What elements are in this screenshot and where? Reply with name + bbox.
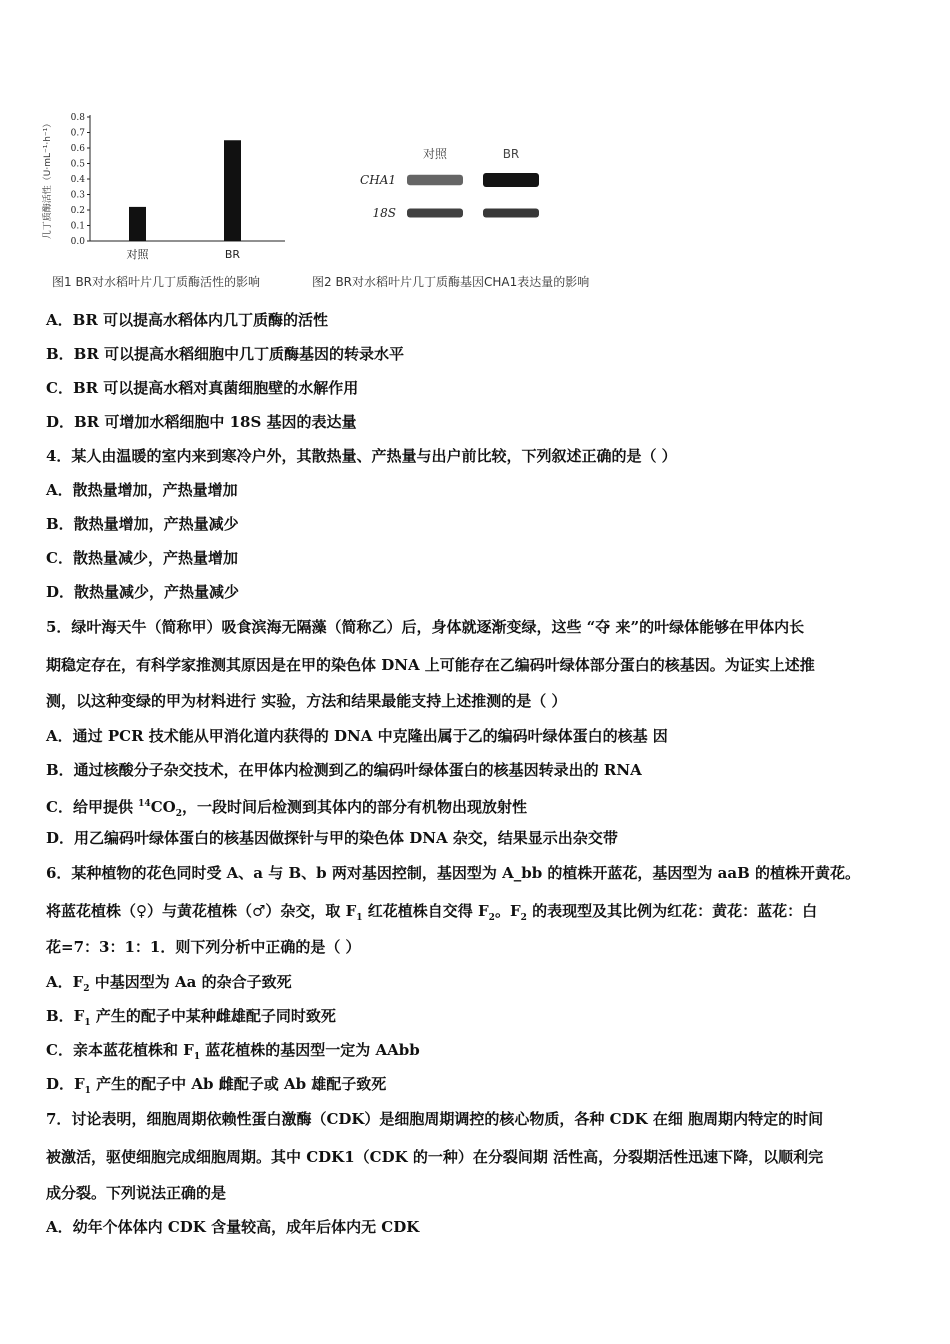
figure1-caption: 图1 BR对水稻叶片几丁质酶活性的影响 — [52, 275, 261, 289]
text-line: C．BR 可以提高水稻对真菌细胞壁的水解作用 — [46, 379, 359, 397]
text-line: D．用乙编码叶绿体蛋白的核基因做探针与甲的染色体 DNA 杂交，结果显示出杂交带 — [46, 829, 618, 847]
text-line: D．散热量减少，产热量减少 — [46, 583, 240, 601]
text-line: 7．讨论表明，细胞周期依赖性蛋白激酶（CDK）是细胞周期调控的核心物质，各种 CDK 在细 胞周期内特定的时间 — [46, 1110, 824, 1128]
text-segment: A．F — [46, 973, 84, 991]
x-tick-label: BR — [224, 248, 241, 261]
text-line: 测，以这种变绿的甲为材料进行 实验，方法和结果最能支持上述推测的是（ ） — [46, 692, 567, 710]
y-tick-label: 0.2 — [70, 206, 85, 216]
text-line: A．散热量增加，产热量增加 — [46, 481, 238, 499]
bar-br — [224, 140, 241, 241]
text-segment: CO — [150, 798, 176, 816]
text-segment: D．F — [46, 1075, 85, 1093]
text-line: B．通过核酸分子杂交技术，在甲体内检测到乙的编码叶绿体蛋白的核基因转录出的 RNA — [46, 761, 642, 779]
text-line — [46, 973, 292, 998]
script-number: 1 — [84, 1086, 91, 1096]
script-number: 1 — [356, 913, 363, 923]
y-tick-label: 0.3 — [70, 190, 85, 201]
text-line: B．散热量增加，产热量减少 — [46, 515, 239, 533]
y-tick-label: 0.7 — [70, 128, 85, 139]
figure2-caption: 图2 BR对水稻叶片几丁质酶基因CHA1表达量的影响 — [312, 275, 590, 289]
text-line: 被激活，驱使细胞完成细胞周期。其中 CDK1（CDK 的一种）在分裂间期 活性高，分裂期活性迅速下降，以顺利完 — [46, 1148, 824, 1166]
text-segment: 蓝花植株的基因型一定为 AAbb — [200, 1041, 420, 1059]
text-line — [46, 1007, 336, 1032]
blot-row-label: 18S — [372, 206, 396, 220]
y-tick-label: 0.5 — [70, 159, 85, 170]
blot-band-18s-control — [407, 209, 463, 218]
y-tick-label: 0.4 — [70, 175, 85, 185]
text-line: 6．某种植物的花色同时受 A、a 与 B、b 两对基因控制，基因型为 A_bb 的植株开蓝花，基因型为 aaB 的植株开黄花。 — [46, 864, 860, 882]
text-line — [46, 795, 527, 823]
script-number: 2 — [83, 984, 90, 994]
script-number: 14 — [138, 799, 151, 809]
script-number: 2 — [488, 913, 495, 923]
text-line: C．散热量减少，产热量增加 — [46, 549, 238, 567]
script-number: 1 — [193, 1052, 201, 1062]
text-segment: C．亲本蓝花植株和 F — [46, 1041, 194, 1059]
text-line — [46, 902, 817, 927]
text-line: 5．绿叶海天牛（简称甲）吸食滨海无隔藻（简称乙）后，身体就逐渐变绿，这些 “夺 来”的叶绿体能够在甲体内长 — [46, 618, 805, 636]
text-segment: 将蓝花植株（♀）与黄花植株（♂）杂交，取 F — [46, 902, 357, 920]
text-line: A．通过 PCR 技术能从甲消化道内获得的 DNA 中克隆出属于乙的编码叶绿体蛋白的核基 因 — [46, 727, 668, 745]
blot-band-cha1-br — [483, 173, 539, 187]
blot-row-label: CHA1 — [360, 173, 396, 187]
script-number: 2 — [175, 809, 182, 819]
script-number: 2 — [520, 913, 527, 923]
text-segment: 产生的配子中某种雌雄配子同时致死 — [90, 1007, 336, 1025]
text-segment: 产生的配子中 Ab 雌配子或 Ab 雄配子致死 — [90, 1075, 387, 1093]
text-line: 4．某人由温暖的室内来到寒冷户外，其散热量、产热量与出户前比较，下列叙述正确的是（ ） — [46, 447, 677, 465]
western-blot — [358, 145, 618, 285]
text-segment: 的表现型及其比例为红花：黄花：蓝花：白 — [526, 902, 818, 920]
text-segment: 。F — [494, 902, 521, 920]
text-segment: 红花植株自交得 F — [362, 902, 489, 920]
script-number: 1 — [84, 1018, 91, 1028]
text-line — [46, 1075, 386, 1100]
text-segment: 中基因型为 Aa 的杂合子致死 — [89, 973, 292, 991]
y-tick-label: 0.1 — [70, 221, 85, 232]
y-axis-label: 几丁质酶活性（U·mL⁻¹·h⁻¹） — [43, 118, 53, 240]
text-line: 成分裂。下列说法正确的是 — [46, 1184, 227, 1202]
bar-chart — [40, 95, 300, 275]
text-segment: B．F — [46, 1007, 85, 1025]
blot-column-label: BR — [502, 147, 520, 161]
y-tick-label: 0.8 — [70, 113, 85, 123]
blot-band-18s-br — [483, 209, 539, 218]
text-segment: ，一段时间后检测到其体内的部分有机物出现放射性 — [181, 798, 527, 816]
text-line: B．BR 可以提高水稻细胞中几丁质酶基因的转录水平 — [46, 345, 405, 363]
bar-control — [129, 207, 146, 241]
x-tick-label: 对照 — [126, 248, 149, 261]
text-line: 期稳定存在，有科学家推测其原因是在甲的染色体 DNA 上可能存在乙编码叶绿体部分蛋白的核基因。为证实上述推 — [46, 656, 815, 674]
text-line: A．幼年个体体内 CDK 含量较高，成年后体内无 CDK — [46, 1218, 420, 1236]
text-line: D．BR 可增加水稻细胞中 18S 基因的表达量 — [46, 413, 357, 431]
text-line: 花=7：3：1：1．则下列分析中正确的是（ ） — [46, 938, 361, 956]
y-tick-label: 0.0 — [70, 237, 85, 247]
blot-band-cha1-control — [407, 175, 463, 185]
text-line — [46, 1041, 420, 1066]
text-segment: C．给甲提供 — [46, 798, 139, 816]
y-tick-label: 0.6 — [70, 144, 85, 154]
blot-column-label: 对照 — [422, 147, 448, 161]
figure-area — [40, 95, 640, 295]
text-line: A．BR 可以提高水稻体内几丁质酶的活性 — [46, 311, 329, 329]
